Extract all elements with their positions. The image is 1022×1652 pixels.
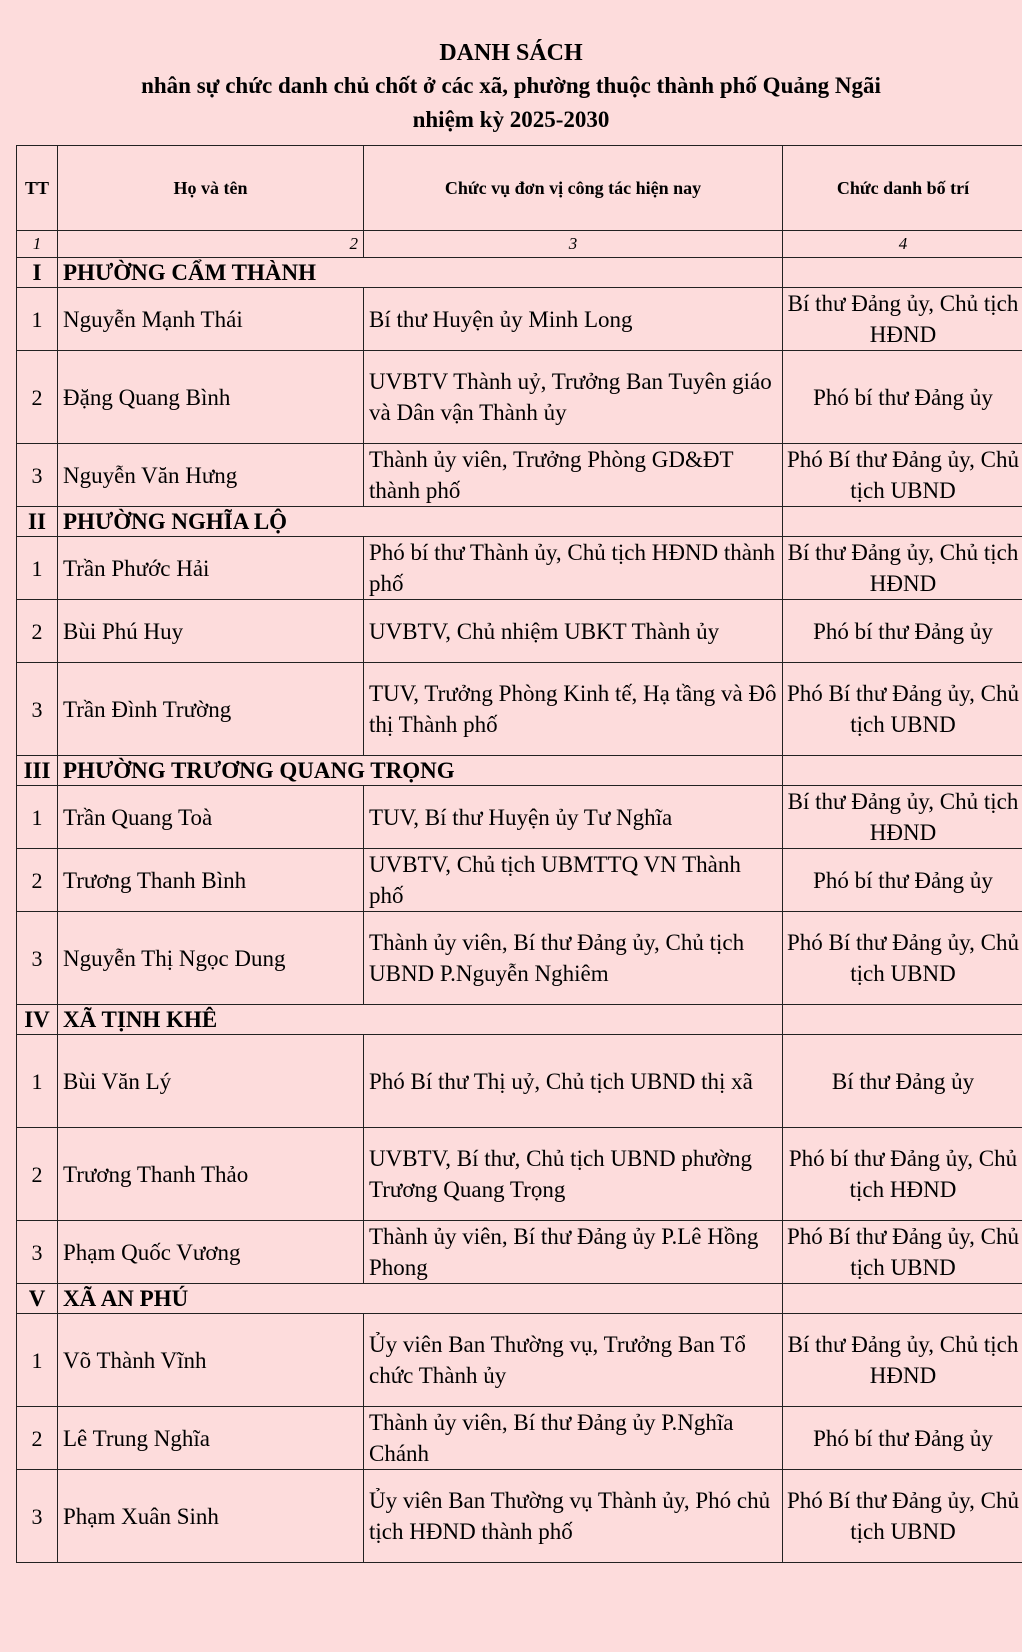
person-name: Trương Thanh Bình (58, 849, 364, 912)
column-number: 2 (58, 231, 364, 258)
row-number: 3 (17, 912, 58, 1005)
row-number: 1 (17, 537, 58, 600)
person-name: Võ Thành Vĩnh (58, 1314, 364, 1407)
table-row (17, 786, 1022, 849)
row-number: 3 (17, 1221, 58, 1284)
assigned-title: Bí thư Đảng ủy, Chủ tịch HĐND (783, 288, 1022, 351)
current-position: Ủy viên Ban Thường vụ, Trưởng Ban Tổ chức Thành ủy (364, 1314, 783, 1407)
person-name: Nguyễn Văn Hưng (58, 444, 364, 507)
section-row (17, 507, 1022, 537)
table-row (17, 288, 1022, 351)
table-row (17, 1221, 1022, 1284)
section-number: III (17, 756, 58, 786)
current-position: Thành ủy viên, Trưởng Phòng GD&ĐT thành phố (364, 444, 783, 507)
row-number: 2 (17, 1407, 58, 1470)
table-row (17, 600, 1022, 663)
current-position: UVBTV, Chủ nhiệm UBKT Thành ủy (364, 600, 783, 663)
row-number: 3 (17, 1470, 58, 1563)
row-number: 3 (17, 663, 58, 756)
current-position: Bí thư Huyện ủy Minh Long (364, 288, 783, 351)
person-name: Lê Trung Nghĩa (58, 1407, 364, 1470)
current-position: UVBTV, Chủ tịch UBMTTQ VN Thành phố (364, 849, 783, 912)
personnel-table (16, 145, 1022, 1563)
row-number: 2 (17, 849, 58, 912)
table-row (17, 912, 1022, 1005)
row-number: 1 (17, 786, 58, 849)
table-row (17, 537, 1022, 600)
column-header-tt: TT (17, 146, 58, 231)
section-row (17, 1284, 1022, 1314)
person-name: Bùi Phú Huy (58, 600, 364, 663)
section-name: XÃ AN PHÚ (58, 1284, 783, 1314)
current-position: Ủy viên Ban Thường vụ Thành ủy, Phó chủ tịch HĐND thành phố (364, 1470, 783, 1563)
table-row (17, 444, 1022, 507)
column-header-assigned-title: Chức danh bố trí (783, 146, 1022, 231)
table-row (17, 1470, 1022, 1563)
person-name: Đặng Quang Bình (58, 351, 364, 444)
section-empty-cell (783, 507, 1022, 537)
assigned-title: Bí thư Đảng ủy, Chủ tịch HĐND (783, 1314, 1022, 1407)
column-number: 3 (364, 231, 783, 258)
table-row (17, 663, 1022, 756)
assigned-title: Bí thư Đảng ủy (783, 1035, 1022, 1128)
person-name: Trần Quang Toà (58, 786, 364, 849)
column-number: 4 (783, 231, 1022, 258)
table-row (17, 1407, 1022, 1470)
section-name: PHƯỜNG CẨM THÀNH (58, 258, 783, 288)
section-number: V (17, 1284, 58, 1314)
assigned-title: Phó bí thư Đảng ủy, Chủ tịch HĐND (783, 1128, 1022, 1221)
person-name: Phạm Quốc Vương (58, 1221, 364, 1284)
section-number: IV (17, 1005, 58, 1035)
assigned-title: Phó Bí thư Đảng ủy, Chủ tịch UBND (783, 1221, 1022, 1284)
assigned-title: Phó bí thư Đảng ủy (783, 600, 1022, 663)
current-position: Phó Bí thư Thị uỷ, Chủ tịch UBND thị xã (364, 1035, 783, 1128)
table-row (17, 1314, 1022, 1407)
section-name: PHƯỜNG NGHĨA LỘ (58, 507, 783, 537)
current-position: Thành ủy viên, Bí thư Đảng ủy P.Lê Hồng Phong (364, 1221, 783, 1284)
document-title: DANH SÁCH (439, 40, 583, 66)
section-name: PHƯỜNG TRƯƠNG QUANG TRỌNG (58, 756, 783, 786)
section-empty-cell (783, 258, 1022, 288)
person-name: Trần Đình Trường (58, 663, 364, 756)
assigned-title: Phó Bí thư Đảng ủy, Chủ tịch UBND (783, 663, 1022, 756)
current-position: UVBTV, Bí thư, Chủ tịch UBND phường Trương Quang Trọng (364, 1128, 783, 1221)
current-position: UVBTV Thành uỷ, Trưởng Ban Tuyên giáo và Dân vận Thành ủy (364, 351, 783, 444)
column-number: 1 (17, 231, 58, 258)
column-number-row (17, 231, 1022, 258)
document-term: nhiệm kỳ 2025-2030 (412, 107, 610, 132)
row-number: 1 (17, 1314, 58, 1407)
assigned-title: Bí thư Đảng ủy, Chủ tịch HĐND (783, 786, 1022, 849)
section-row (17, 756, 1022, 786)
person-name: Nguyễn Mạnh Thái (58, 288, 364, 351)
assigned-title: Phó Bí thư Đảng ủy, Chủ tịch UBND (783, 444, 1022, 507)
table-row (17, 849, 1022, 912)
assigned-title: Phó bí thư Đảng ủy (783, 1407, 1022, 1470)
assigned-title: Phó Bí thư Đảng ủy, Chủ tịch UBND (783, 912, 1022, 1005)
person-name: Trương Thanh Thảo (58, 1128, 364, 1221)
header-row (17, 146, 1022, 231)
column-header-name: Họ và tên (58, 146, 364, 231)
current-position: TUV, Bí thư Huyện ủy Tư Nghĩa (364, 786, 783, 849)
assigned-title: Phó Bí thư Đảng ủy, Chủ tịch UBND (783, 1470, 1022, 1563)
current-position: Thành ủy viên, Bí thư Đảng ủy, Chủ tịch UBND P.Nguyễn Nghiêm (364, 912, 783, 1005)
row-number: 2 (17, 600, 58, 663)
section-name: XÃ TỊNH KHÊ (58, 1005, 783, 1035)
row-number: 1 (17, 1035, 58, 1128)
section-row (17, 258, 1022, 288)
table-row (17, 351, 1022, 444)
column-header-current-position: Chức vụ đơn vị công tác hiện nay (364, 146, 783, 231)
person-name: Trần Phước Hải (58, 537, 364, 600)
section-row (17, 1005, 1022, 1035)
person-name: Phạm Xuân Sinh (58, 1470, 364, 1563)
row-number: 1 (17, 288, 58, 351)
current-position: TUV, Trưởng Phòng Kinh tế, Hạ tầng và Đô thị Thành phố (364, 663, 783, 756)
current-position: Thành ủy viên, Bí thư Đảng ủy P.Nghĩa Chánh (364, 1407, 783, 1470)
assigned-title: Phó bí thư Đảng ủy (783, 849, 1022, 912)
section-number: I (17, 258, 58, 288)
person-name: Nguyễn Thị Ngọc Dung (58, 912, 364, 1005)
table-row (17, 1035, 1022, 1128)
table-row (17, 1128, 1022, 1221)
row-number: 3 (17, 444, 58, 507)
person-name: Bùi Văn Lý (58, 1035, 364, 1128)
section-empty-cell (783, 1005, 1022, 1035)
document-subtitle: nhân sự chức danh chủ chốt ở các xã, phường thuộc thành phố Quảng Ngãi (141, 73, 881, 98)
assigned-title: Phó bí thư Đảng ủy (783, 351, 1022, 444)
current-position: Phó bí thư Thành ủy, Chủ tịch HĐND thành phố (364, 537, 783, 600)
section-empty-cell (783, 1284, 1022, 1314)
row-number: 2 (17, 1128, 58, 1221)
section-empty-cell (783, 756, 1022, 786)
row-number: 2 (17, 351, 58, 444)
assigned-title: Bí thư Đảng ủy, Chủ tịch HĐND (783, 537, 1022, 600)
section-number: II (17, 507, 58, 537)
document-header (0, 36, 1022, 138)
